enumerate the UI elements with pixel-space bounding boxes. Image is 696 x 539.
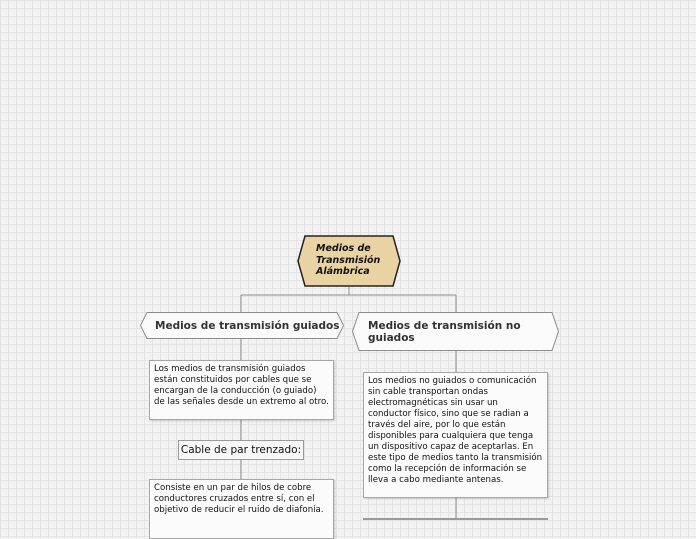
topic-unguided-media[interactable] (352, 312, 559, 351)
central-topic-node[interactable] (297, 235, 401, 287)
unguided-description-card[interactable] (363, 372, 548, 498)
subtopic-twisted-pair-label: Cable de par trenzado: (180, 444, 302, 456)
guided-description-card[interactable] (149, 360, 334, 420)
central-topic-title: Medios de Transmisión Alámbrica (316, 243, 381, 277)
topic-guided-media[interactable] (140, 312, 344, 339)
twisted-pair-description-card[interactable] (149, 479, 334, 539)
topic-guided-title: Medios de transmisión guiados (155, 320, 340, 332)
subtopic-twisted-pair[interactable] (178, 440, 304, 460)
guided-description-text: Los medios de transmisión guiados están constituidos por cables que se encargan de la conducción (o guiado) de las señales desde un extremo al otro. (154, 364, 329, 407)
unguided-description-text: Los medios no guiados o comunicación sin cable transportan ondas electromagnéticas sin usar un conductor físico, sino que se radian a través del aire, por lo que están disponibles para cualquiera que tenga un dispositivo capaz de aceptarlas. En este tipo de medios tanto la transmisión como la recepción de información se lleva a cabo mediante antenas. (368, 376, 543, 485)
twisted-pair-description-text: Consiste en un par de hilos de cobre conductores cruzados entre sí, con el objetivo de reducir el ruido de diafonía. (154, 483, 324, 515)
topic-unguided-title: Medios de transmisión no guiados (368, 320, 521, 344)
